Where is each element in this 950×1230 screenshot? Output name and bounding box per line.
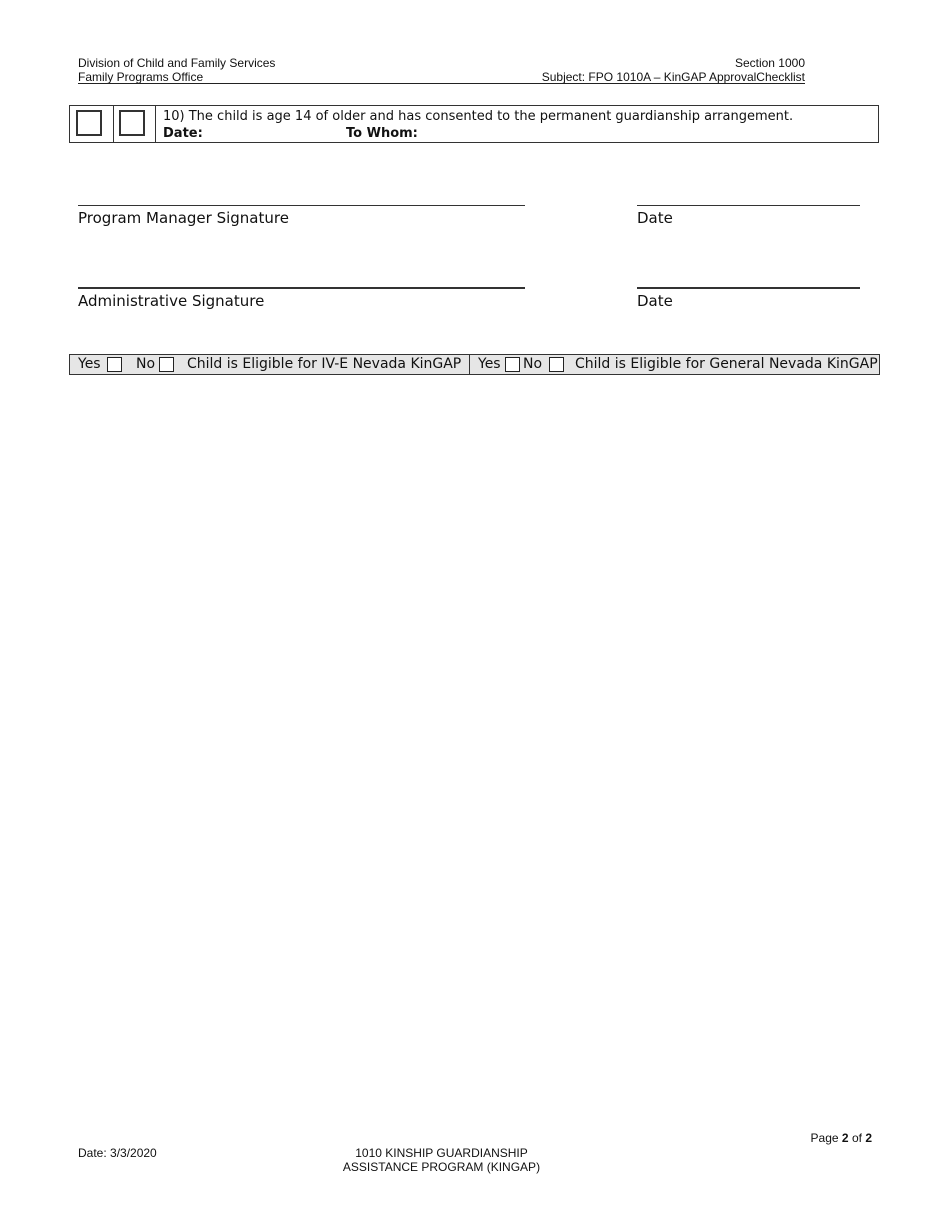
ive-eligible-text: Child is Eligible for IV-E Nevada KinGAP bbox=[187, 356, 462, 372]
criterion-text-block bbox=[163, 108, 793, 142]
administrative-signature-label: Administrative Signature bbox=[78, 292, 265, 310]
yes-cell bbox=[70, 106, 114, 142]
general-no-label: No bbox=[523, 356, 543, 372]
general-eligibility bbox=[470, 355, 880, 374]
office-name: Family Programs Office bbox=[78, 70, 204, 84]
ive-yes-checkbox[interactable] bbox=[107, 357, 122, 372]
general-eligible-text: Child is Eligible for General Nevada KinGAP bbox=[575, 356, 878, 372]
page-total: 2 bbox=[865, 1131, 872, 1145]
criterion-checkbox-no[interactable] bbox=[119, 110, 145, 136]
program-manager-signature-label: Program Manager Signature bbox=[78, 209, 289, 227]
page-current: 2 bbox=[841, 1131, 849, 1145]
general-no-checkbox[interactable] bbox=[549, 357, 564, 372]
subject-line: Subject: FPO 1010A – KinGAP ApprovalChecklist bbox=[541, 70, 805, 84]
footer-date: Date: 3/3/2020 bbox=[78, 1146, 157, 1160]
header-rule bbox=[78, 83, 805, 84]
eligibility-bar bbox=[69, 354, 880, 375]
date-label: Date: bbox=[163, 126, 203, 141]
program-manager-signature-line[interactable] bbox=[78, 205, 525, 206]
administrative-date-label: Date bbox=[637, 292, 673, 310]
division-name: Division of Child and Family Services bbox=[78, 56, 276, 70]
general-yes-checkbox[interactable] bbox=[505, 357, 520, 372]
to-whom-label: To Whom: bbox=[346, 126, 418, 141]
general-yes-label: Yes bbox=[478, 356, 501, 372]
ive-no-label: No bbox=[136, 356, 156, 372]
administrative-date-line[interactable] bbox=[637, 287, 860, 289]
ive-eligibility bbox=[70, 355, 470, 374]
ive-no-checkbox[interactable] bbox=[159, 357, 174, 372]
criterion-row bbox=[69, 105, 879, 143]
criterion-text: 10) The child is age 14 of older and has consented to the permanent guardianship arrangement. bbox=[163, 109, 794, 124]
program-manager-date-label: Date bbox=[637, 209, 673, 227]
program-manager-date-line[interactable] bbox=[637, 205, 860, 206]
footer-program-title: 1010 KINSHIP GUARDIANSHIP ASSISTANCE PROGRAM (KINGAP) bbox=[342, 1146, 541, 1174]
section-number: Section 1000 bbox=[734, 56, 805, 70]
page-number: Page 2 of 2 bbox=[810, 1131, 872, 1145]
no-cell bbox=[113, 106, 156, 142]
ive-yes-label: Yes bbox=[78, 356, 101, 372]
criterion-checkbox-yes[interactable] bbox=[76, 110, 102, 136]
administrative-signature-line[interactable] bbox=[78, 287, 525, 289]
